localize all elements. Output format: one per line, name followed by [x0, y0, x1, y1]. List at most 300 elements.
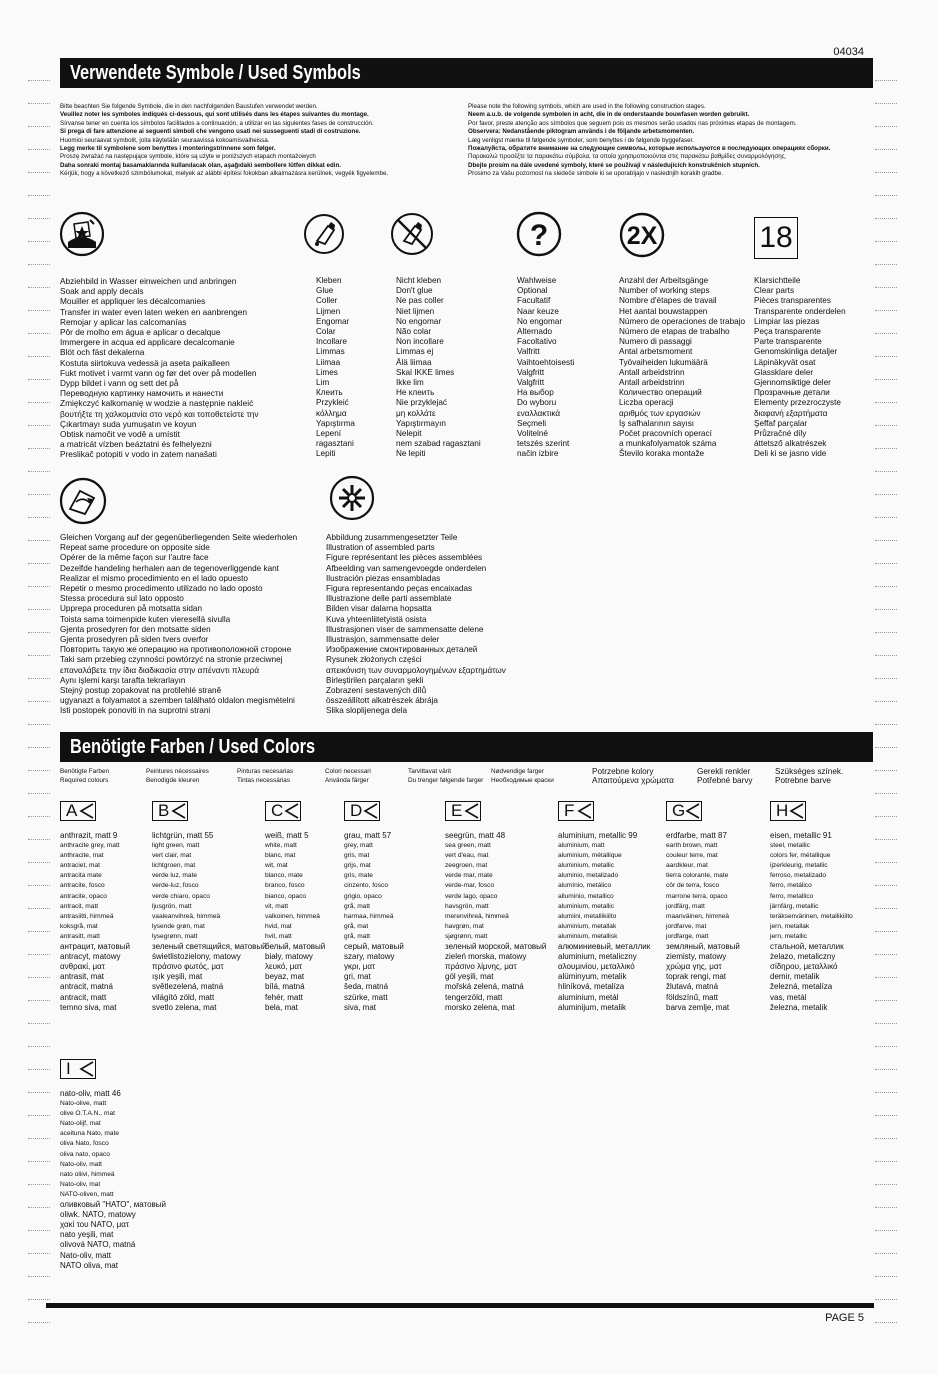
color-translation-line: gris, mat	[344, 852, 370, 860]
color-translation-line: barva zemlje, mat	[666, 1002, 730, 1012]
margin-guide-line	[28, 724, 50, 725]
color-translation-line: jordfärg, matt	[666, 902, 705, 910]
margin-guide-line	[875, 1023, 897, 1024]
color-code-box	[344, 801, 380, 821]
symbol-description-line: Zobrazení sestavených dílů	[326, 686, 427, 696]
symbol-description-line: Valfritt	[517, 347, 540, 357]
symbol-description-line: Ne lepiti	[396, 449, 426, 459]
chevron-left-icon	[576, 803, 592, 819]
symbol-description-line: Lijmen	[316, 306, 341, 316]
intro-left-line: Kérjük, hogy a következő szimbólumokat, melyek az alábbi építési fokokban alkalmazásra kerülnek, vegyék figyelembe.	[60, 170, 389, 178]
color-description-list	[152, 831, 267, 1013]
margin-guide-line	[875, 103, 897, 104]
color-translation-line: antracit, matt	[60, 902, 99, 910]
color-description-list	[558, 831, 656, 1013]
color-translation-line: Nato-oliv, mat	[60, 1180, 101, 1188]
margin-guide-line	[28, 310, 50, 311]
color-translation-line: couleur terre, mat	[666, 852, 718, 860]
color-code-box	[558, 801, 594, 821]
symbol-description-line: Gjennomsiktige deler	[754, 378, 831, 388]
margin-guide-line	[875, 425, 897, 426]
symbol-description-line: Illustrazione delle parti assemblate	[326, 594, 452, 604]
symbols-section-title: Verwendete Symbole / Used Symbols	[70, 62, 361, 84]
repeat-2x-icon	[618, 211, 666, 259]
color-header-line: Pinturas necesarias	[237, 768, 294, 775]
color-translation-line: aluminium, metál	[558, 992, 619, 1002]
color-header	[325, 767, 371, 785]
intro-right-line: Læg venligst mærke til følgende symboler, som benyttes i de følgende byggefaser.	[468, 136, 694, 144]
color-translation-line: bianco, opaco	[265, 892, 307, 900]
color-translation-line: mořská zelená, matná	[445, 982, 524, 992]
margin-guide-line	[28, 379, 50, 380]
color-translation-line: ferro, metallico	[770, 892, 814, 900]
color-translation-line: göl yeşili, mat	[445, 972, 494, 982]
symbol-text-decal	[60, 276, 259, 460]
chevron-left-icon	[78, 1061, 94, 1077]
symbol-description-line: Upprepa proceduren på motsatta sidan	[60, 604, 203, 614]
footer-rule	[46, 1303, 874, 1308]
margin-guide-line	[28, 563, 50, 564]
margin-guide-line	[875, 1138, 897, 1139]
color-translation-line: vit, matt	[265, 902, 289, 910]
symbol-description-line: Počet pracovních operací	[619, 429, 712, 439]
color-translation-line: антрацит, матовый	[60, 942, 130, 952]
symbol-description-line: Abziehbild in Wasser einweichen und anbringen	[60, 276, 237, 286]
color-description-list	[666, 831, 764, 1013]
symbol-description-line: ugyanazt a folyamatot a szemben található oldalon megismételni	[60, 696, 295, 706]
glue-icon	[303, 213, 345, 255]
margin-guide-line	[875, 1276, 897, 1277]
symbol-description-line: Volitelné	[517, 429, 548, 439]
color-translation-line: teräksenvärinen, metallikiilto	[770, 912, 853, 920]
symbol-description-line: Glassklare deler	[754, 367, 814, 377]
color-translation-line: siva, mat	[344, 1002, 377, 1012]
symbol-description-line: Dypp bildet i vann og sett det på	[60, 378, 179, 389]
symbol-description-line: način izbire	[517, 449, 559, 459]
margin-guide-line	[28, 402, 50, 403]
symbol-description-line: Engomar	[316, 316, 350, 326]
symbol-description-line: Figure représentant les pièces assemblées	[326, 553, 483, 563]
symbol-text-repeat-opposite	[60, 533, 297, 717]
color-translation-line: földszínű, matt	[666, 992, 719, 1002]
symbol-description-line: Peça transparente	[754, 327, 821, 337]
color-translation-line: antraciet, mat	[60, 862, 100, 870]
margin-guide-line	[28, 793, 50, 794]
margin-guide-line	[875, 1161, 897, 1162]
color-translation-line: világító zöld, matt	[152, 992, 215, 1002]
margin-guide-line	[875, 632, 897, 633]
margin-guide-line	[875, 862, 897, 863]
symbol-description-line: Nelepit	[396, 429, 422, 439]
symbol-description-line: Seçmeli	[517, 418, 547, 428]
symbol-description-line: Stejný postup zopakovat na protilehlé straně	[60, 686, 222, 696]
margin-guide-line	[875, 724, 897, 725]
symbol-description-line: Stessa procedura sul lato opposto	[60, 594, 184, 604]
symbol-description-line: Klarsichtteile	[754, 276, 801, 285]
color-translation-line: havsgrön, matt	[445, 902, 489, 910]
color-name: erdfarbe, matt 87	[666, 831, 727, 840]
color-translation-line: szary, matowy	[344, 952, 395, 962]
color-translation-line: světlezelená, matná	[152, 982, 224, 992]
color-translation-line: vaaleanvihreä, himmeä	[152, 912, 221, 920]
symbol-description-line: Facultatif	[517, 296, 551, 306]
symbol-description-line: Gjenta prosedyren for den motsatte siden	[60, 624, 211, 634]
symbol-description-line: a munkafolyamatok száma	[619, 439, 717, 449]
color-translation-line: земляный, матовый	[666, 942, 740, 952]
color-translation-line: aluminium, métallique	[558, 852, 622, 860]
color-translation-line: Nato-oliv, matt	[60, 1160, 103, 1168]
color-translation-line: żelazo, metaliczny	[770, 952, 836, 962]
margin-guide-line	[875, 701, 897, 702]
color-header-line: Required colours	[60, 777, 109, 784]
symbol-description-line: απεικόνιση των συναρμολογημένων εξαρτημάτων	[326, 665, 506, 675]
margin-guide-line	[875, 908, 897, 909]
color-code-letter: B	[158, 801, 170, 820]
margin-guide-line	[875, 264, 897, 265]
margin-guide-line	[28, 172, 50, 173]
color-translation-line: NATO oliva, mat	[60, 1260, 118, 1270]
margin-guide-line	[875, 1046, 897, 1047]
color-translation-line: bílá, matná	[265, 982, 305, 992]
symbol-description-line: Läpinäkyvät osat	[754, 357, 816, 367]
margin-guide-line	[875, 655, 897, 656]
symbol-description-line: Remojar y aplicar las calcomanías	[60, 316, 187, 327]
symbol-description-line: Valgfritt	[517, 367, 545, 377]
margin-guide-line	[28, 1115, 50, 1116]
symbol-description-line: Illustrasjonen viser de sammensatte delene	[326, 624, 484, 634]
color-translation-line: branco, fosco	[265, 882, 305, 890]
color-translation-line: steel, metallic	[770, 842, 810, 850]
color-translation-line: оливковый "НАТО", матовый	[60, 1200, 167, 1210]
color-translation-line: verde-mar, fosco	[445, 882, 495, 890]
symbol-description-line: Optional	[517, 286, 548, 296]
symbol-description-line: Transparente onderdelen	[754, 306, 846, 316]
chevron-left-icon	[684, 803, 700, 819]
color-translation-line: grigio, opaco	[344, 892, 382, 900]
color-translation-line: χακί του NATO, ματ	[60, 1220, 130, 1230]
symbol-description-line: Vaihtoehtoisesti	[517, 357, 575, 367]
margin-guide-line	[28, 701, 50, 702]
symbol-description-line: tetszés szerint	[517, 439, 570, 449]
margin-guide-line	[28, 609, 50, 610]
color-translation-line: fehér, matt	[265, 992, 303, 1002]
symbol-description-line: Opérer de la même façon sur l'autre face	[60, 553, 209, 563]
colors-section-banner	[60, 732, 873, 762]
symbol-description-line: Facoltativo	[517, 337, 557, 347]
color-translation-line: harmaa, himmeä	[344, 912, 394, 920]
symbols-section-banner	[60, 58, 873, 88]
intro-right-line: Neem a.u.b. de volgende symbolen in acht, die in de onderstaande bouwfasen worden gebruikt.	[468, 111, 750, 119]
chevron-left-icon	[78, 803, 94, 819]
symbol-text-repeat	[619, 276, 745, 460]
symbol-description-line: Colar	[316, 327, 336, 337]
margin-guide-line	[28, 195, 50, 196]
symbol-description-line: Lepiti	[316, 449, 336, 459]
symbol-description-line: Number of working steps	[619, 286, 710, 296]
no-glue-icon	[390, 212, 434, 256]
repeat-opposite-side-icon	[58, 476, 108, 526]
clear-parts-icon	[754, 217, 798, 259]
color-translation-line: verde mar, mate	[445, 872, 493, 880]
color-translation-line: tierra colorante, mate	[666, 872, 729, 880]
color-translation-line: grey, matt	[344, 842, 373, 850]
optional-icon	[516, 211, 562, 257]
color-translation-line: grå, mat	[344, 922, 369, 930]
symbol-description-line: Nicht kleben	[396, 276, 442, 285]
color-translation-line: nato yeşili, mat	[60, 1230, 114, 1240]
color-translation-line: hvid, mat	[265, 922, 292, 930]
color-translation-line: oliva nato, opaco	[60, 1150, 110, 1158]
symbol-description-line: κόλλημα	[316, 408, 347, 418]
color-translation-line: vert d'eau, mat	[445, 852, 489, 860]
color-translation-line: зеленый морской, матовый	[445, 942, 547, 952]
color-translation-line: šeda, matná	[344, 982, 389, 992]
color-header	[697, 767, 753, 785]
margin-guide-line	[28, 471, 50, 472]
color-header-line: Szükséges színek.	[775, 767, 844, 776]
color-header-line: Potrzebne kolory	[592, 767, 654, 776]
symbol-description-line: Genomskinliga detaljer	[754, 347, 838, 357]
color-header-line: Använda färger	[325, 777, 369, 784]
color-translation-line: colors fer, métallique	[770, 852, 831, 860]
color-translation-line: nato oliivi, himmeä	[60, 1170, 115, 1178]
intro-right-line: Observera: Nedanstående piktogram används i de följande arbetsmomenten.	[468, 128, 695, 136]
symbol-description-line: Valgfritt	[517, 378, 545, 388]
color-translation-line: olivová NATO, matná	[60, 1240, 136, 1250]
margin-guide-line	[28, 977, 50, 978]
symbol-description-line: Numero di passaggi	[619, 337, 692, 347]
margin-guide-line	[875, 586, 897, 587]
color-translation-line: aluminium, metallic	[558, 902, 615, 910]
color-header-line: Du trenger følgende farger	[408, 777, 484, 784]
symbol-description-line: Limmas ej	[396, 347, 434, 357]
color-code-letter: A	[66, 801, 78, 820]
assembled-parts-icon	[328, 474, 376, 522]
symbol-description-line: Nie przyklejać	[396, 398, 447, 408]
color-translation-line: zeegroen, mat	[445, 862, 488, 870]
color-translation-line: alüminyum, metalik	[558, 972, 627, 982]
margin-guide-line	[875, 1230, 897, 1231]
color-header-line: Potřebné barvy	[697, 776, 753, 785]
margin-guide-line	[28, 747, 50, 748]
color-header-line: Gerekli renkler	[697, 767, 751, 776]
intro-right-line: Пожалуйста, обратите внимание на следующие символы, которые используются в последующих операциях сборки.	[468, 145, 831, 153]
symbol-description-line: διαφανή εξαρτήματα	[754, 408, 828, 418]
symbol-description-line: Limes	[316, 367, 338, 377]
margin-guide-line	[28, 931, 50, 932]
symbol-description-line: Naar keuze	[517, 306, 559, 316]
margin-guide-line	[875, 839, 897, 840]
margin-guide-line	[875, 1184, 897, 1185]
intro-right-line: Παρακαλώ προσέξτε τα παρακάτω σύμβολα, τα οποία χρησιμοποιούνται στις παρακάτω βαθμίδες συναρμολόγησης.	[468, 153, 787, 161]
margin-guide-line	[875, 1253, 897, 1254]
color-translation-line: wit, mat	[265, 862, 288, 870]
color-translation-line: alluminio, metallico	[558, 892, 614, 900]
margin-guide-line	[875, 977, 897, 978]
margin-guide-line	[875, 126, 897, 127]
color-translation-line: Nato-oliv, matt	[60, 1250, 111, 1260]
chevron-left-icon	[283, 803, 299, 819]
symbol-description-line: Zmiękczyć kalkomanię w wodzie a następnie nakleić	[60, 398, 254, 409]
color-translation-line: žlutavá, matná	[666, 982, 719, 992]
color-description-list	[770, 831, 868, 1013]
color-translation-line: svetlo zelena, mat	[152, 1002, 217, 1012]
margin-guide-line	[875, 241, 897, 242]
intro-right-line: Por favor, preste atenção aos símbolos que seguem pois os mesmos serão usados nas próximas etapas de montagem.	[468, 119, 797, 127]
margin-guide-line	[28, 494, 50, 495]
margin-guide-line	[28, 1207, 50, 1208]
intro-right-line: Prosimo za Vašu pozornost na sledeče simbole ki se uporabljajo v naslednjih korakih gradbe.	[468, 170, 724, 178]
color-translation-line: grå, matt	[344, 902, 371, 910]
color-translation-line: aluminium, metallak	[558, 922, 617, 930]
color-translation-line: алюминиевый, металлик	[558, 942, 651, 952]
color-name: seegrün, matt 48	[445, 831, 506, 840]
margin-guide-line	[875, 402, 897, 403]
color-translation-line: earth brown, matt	[666, 842, 718, 850]
symbol-text-glue	[316, 276, 355, 460]
margin-guide-line	[875, 1207, 897, 1208]
color-translation-line: light green, matt	[152, 842, 200, 850]
symbol-description-line: Realizar el mismo procedimiento en el lado opuesto	[60, 573, 248, 583]
color-translation-line: alumínio, metálico	[558, 882, 612, 890]
margin-guide-line	[28, 816, 50, 817]
color-translation-line: tengerzöld, matt	[445, 992, 503, 1002]
symbol-description-line: nem szabad ragasztani	[396, 439, 481, 449]
margin-guide-line	[28, 149, 50, 150]
symbol-description-line: Don't glue	[396, 286, 433, 296]
symbol-description-line: Anzahl der Arbeitsgänge	[619, 276, 709, 285]
margin-guide-line	[28, 908, 50, 909]
symbol-description-line: Przykleić	[316, 398, 349, 408]
margin-guide-line	[28, 1023, 50, 1024]
margin-guide-line	[875, 356, 897, 357]
symbol-description-line: Ne pas coller	[396, 296, 444, 306]
symbol-description-line: Abbildung zusammengesetzter Teile	[326, 533, 458, 542]
color-translation-line: aardkleur, mat	[666, 862, 708, 870]
color-code-box	[60, 1059, 96, 1079]
color-translation-line: havgrøn, mat	[445, 922, 484, 930]
color-translation-line: aluminium, metallic	[558, 862, 615, 870]
symbol-description-line: Blöt och fäst dekalerna	[60, 347, 145, 358]
color-translation-line: blanco, mate	[265, 872, 303, 880]
color-translation-line: gri, mat	[344, 972, 371, 982]
margin-guide-line	[875, 931, 897, 932]
color-translation-line: sea green, matt	[445, 842, 491, 850]
color-header	[408, 767, 483, 785]
decal-water-icon	[58, 210, 106, 258]
margin-guide-line	[28, 425, 50, 426]
page-label: PAGE 5	[825, 1312, 864, 1324]
margin-guide-line	[875, 1069, 897, 1070]
color-translation-line: verde luz, mate	[152, 872, 198, 880]
document-number: 04034	[833, 46, 864, 58]
symbol-description-line: Kuva yhteenliitetyistä osista	[326, 614, 427, 624]
color-translation-line: zieleń morska, matowy	[445, 952, 527, 962]
symbol-description-line: Taki sam przebieg czynności powtórzyć na stronie przeciwnej	[60, 655, 283, 665]
symbol-description-line: Mouiller et appliquer les décalcomanies	[60, 296, 206, 307]
color-code-letter: C	[271, 801, 284, 820]
color-translation-line: αλουμινίου, μεταλλικό	[558, 962, 635, 972]
color-code-box	[445, 801, 481, 821]
symbol-description-line: Переводную картинку намочить и нанести	[60, 388, 224, 399]
intro-left-line: Si prega di fare attenzione ai seguenti simboli che vengono usati nei susseguenti stadi di costruzione.	[60, 128, 361, 136]
margin-guide-line	[875, 770, 897, 771]
margin-guide-line	[28, 540, 50, 541]
symbol-description-line: Illustration of assembled parts	[326, 543, 435, 553]
color-header	[775, 767, 843, 785]
symbol-description-line: No engomar	[396, 316, 442, 326]
symbol-description-line: Pièces transparentes	[754, 296, 831, 306]
color-translation-line: bela, mat	[265, 1002, 298, 1012]
symbol-description-line: Número de operaciones de trabajo	[619, 316, 746, 326]
margin-guide-line	[875, 885, 897, 886]
symbols-intro-left	[60, 103, 460, 179]
margin-guide-line	[28, 1184, 50, 1185]
color-translation-line: antracita mate	[60, 872, 102, 880]
color-translation-line: hvit, matt	[265, 932, 292, 940]
color-translation-line: χρώμα γης, ματ	[666, 962, 722, 972]
margin-guide-line	[875, 310, 897, 311]
color-translation-line: γκρι, ματ	[344, 962, 376, 972]
margin-guide-line	[875, 448, 897, 449]
symbol-description-line: Изображение смонтированных деталей	[326, 645, 478, 655]
color-translation-line: antrasiitti, himmeä	[60, 912, 114, 920]
margin-guide-line	[875, 609, 897, 610]
symbol-description-line: Aynı işlemi karşı tarafta tekrarlayın	[60, 675, 186, 685]
symbol-description-line: Количество операций	[619, 388, 702, 398]
margin-guide-line	[875, 218, 897, 219]
color-translation-line: white, matt	[265, 842, 297, 850]
symbol-description-line: Limmas	[316, 347, 345, 357]
symbol-description-line: Kleben	[316, 276, 342, 285]
color-translation-line: gris, mate	[344, 872, 373, 880]
symbol-description-line: Kostuta siirtokuva vedessä ja aseta paikalleen	[60, 357, 230, 368]
margin-guide-line	[28, 264, 50, 265]
color-translation-line: cinzento, fosco	[344, 882, 388, 890]
color-header	[237, 767, 293, 785]
color-translation-line: зеленый светящийся, матовый	[152, 942, 267, 952]
color-translation-line: côr de terra, fosco	[666, 882, 720, 890]
symbol-description-line: Gleichen Vorgang auf der gegenüberliegenden Seite wiederholen	[60, 533, 298, 542]
color-translation-line: anthracite, mat	[60, 852, 104, 860]
color-code-letter: F	[564, 801, 575, 820]
margin-guide-line	[28, 126, 50, 127]
symbol-description-line: Bilden visar dalarna hopsatta	[326, 604, 432, 614]
margin-guide-line	[28, 1092, 50, 1093]
margin-guide-line	[875, 149, 897, 150]
color-header-line: Απαιτούμενα χρώματα	[592, 776, 674, 785]
margin-guide-line	[28, 885, 50, 886]
color-translation-line: koksgrå, mat	[60, 922, 98, 930]
color-translation-line: anthracite grey, matt	[60, 842, 120, 850]
color-translation-line: Nato-olijf, mat	[60, 1120, 101, 1128]
symbol-description-line: Transfer in water even laten weken en aanbrengen	[60, 306, 247, 317]
color-translation-line: verde-luz, fosco	[152, 882, 199, 890]
color-translation-line: oliva Nato, fosco	[60, 1140, 109, 1148]
color-translation-line: белый, матовый	[265, 942, 326, 952]
chevron-left-icon	[463, 803, 479, 819]
symbol-description-line: Pôr de molho em água e aplicar o decalque	[60, 327, 221, 338]
margin-guide-line	[28, 678, 50, 679]
color-translation-line: świetlistozielony, matowy	[152, 952, 241, 962]
symbol-description-line: İş safhalarının sayısı	[619, 418, 695, 428]
symbol-description-line: Preslikač potopiti v vodo in zatem nanašati	[60, 449, 217, 460]
symbol-description-line: összeállított alkatrészek ábrája	[326, 696, 438, 706]
color-code-letter: E	[451, 801, 463, 820]
color-header-line: Colori necessari	[325, 768, 371, 775]
color-translation-line: grå, matt	[344, 932, 371, 940]
symbol-description-line: Çıkartmayı suda yumuşatın ve koyun	[60, 418, 197, 429]
